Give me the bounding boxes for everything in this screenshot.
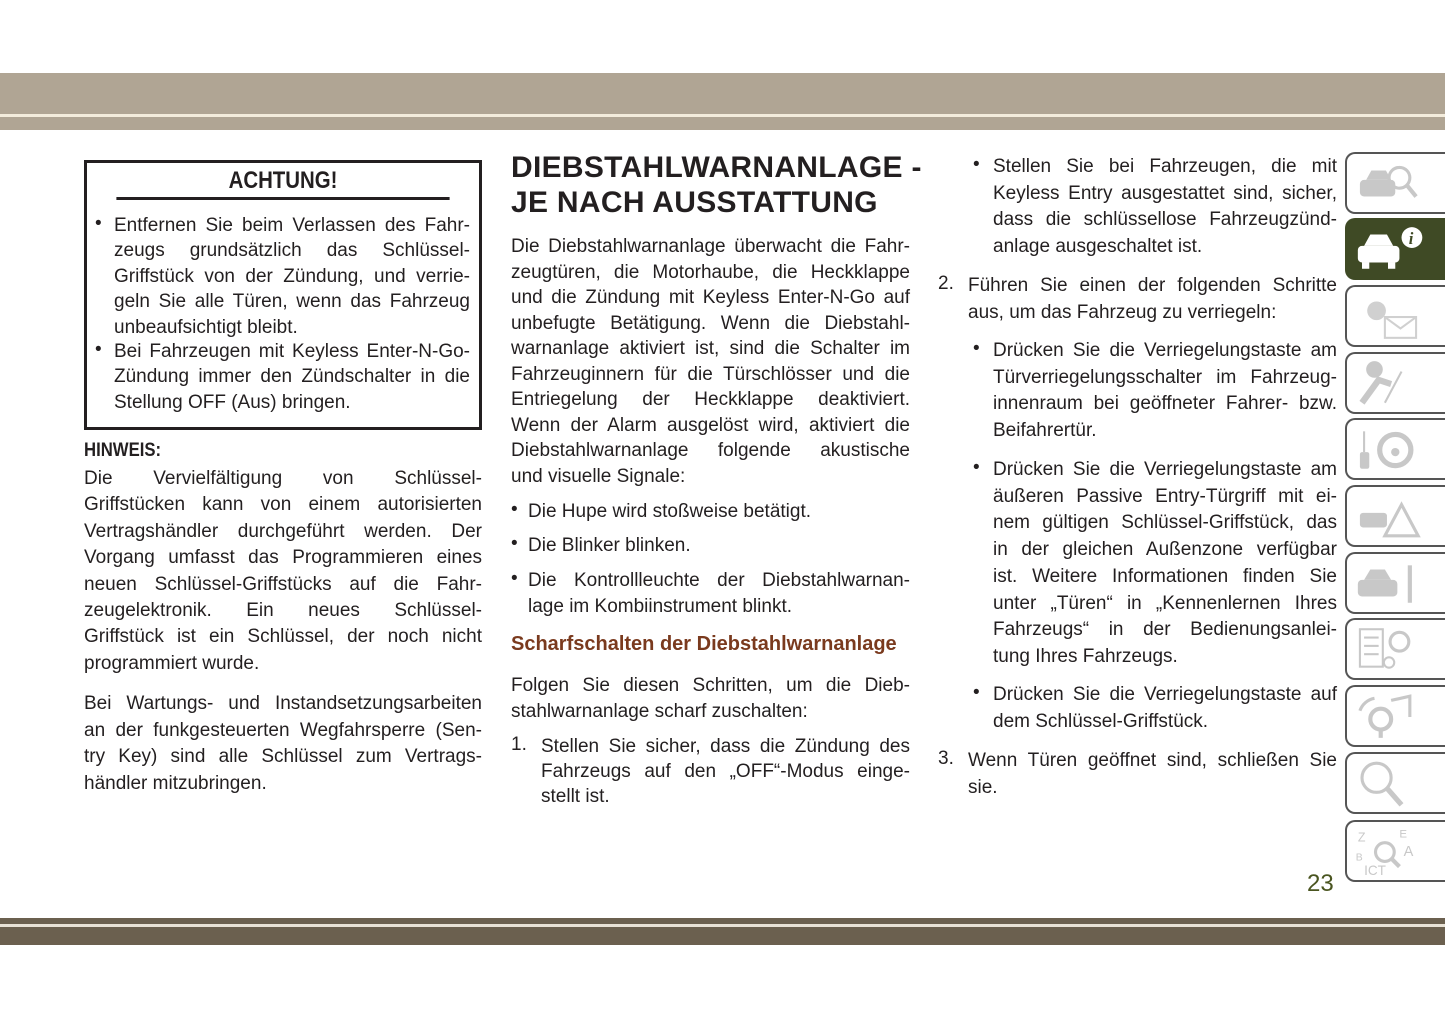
bullet: •: [511, 499, 518, 520]
lock-bullet-3: [993, 682, 1337, 735]
text-line: Die Hupe wird stoßweise betätigt.: [528, 501, 812, 522]
text-line: Die Vervielfältigung von Schlüssel-: [84, 468, 482, 489]
text-line: innenraum bei geöffneter Fahrer- bzw.: [993, 393, 1337, 415]
bullet: •: [973, 338, 980, 359]
svg-text:i: i: [1408, 228, 1414, 248]
text-line: Wenn Türen geöffnet sind, schließen Sie: [968, 750, 1337, 771]
subheading: Scharfschalten der Diebstahlwarnanlage: [511, 633, 897, 655]
text-line: und die Zündung mit Keyless Enter-N-Go auf: [511, 287, 910, 308]
chapter-tab[interactable]: [1345, 820, 1445, 882]
car-info-icon: [1353, 223, 1423, 275]
text-line: Entfernen Sie beim Verlassen des Fahr-: [114, 215, 470, 236]
warning-bullet-2: [114, 339, 470, 415]
svg-text:E: E: [1399, 828, 1408, 841]
step-2: [968, 273, 1337, 326]
specifications-icon: [1353, 623, 1423, 675]
text-line: Griffstücken kann von einem autorisierten: [84, 494, 482, 516]
text-line: Griffstück von der Zündung, und verrie-: [114, 265, 470, 287]
text-line: warnanlage aktiviert ist, sind die Schalter im: [511, 338, 910, 359]
text-line: Folgen Sie diesen Schritten, um die Dieb-: [511, 675, 910, 696]
bullet: •: [511, 533, 518, 554]
text-line: und visuelle Signale:: [511, 465, 686, 487]
text-line: Die Diebstahlwarnanlage überwacht die Fahr-: [511, 236, 910, 257]
text-line: tung Ihres Fahrzeugs.: [993, 645, 1178, 667]
text-line: programmiert wurde.: [84, 652, 260, 674]
header-band: [0, 73, 1445, 114]
text-line: geln Sie alle Türen, wenn das Fahrzeug: [114, 291, 470, 313]
text-line: dem Schlüssel-Griffstück.: [993, 710, 1209, 732]
note-paragraph-1: [84, 466, 482, 677]
chapter-tab[interactable]: [1345, 485, 1445, 547]
text-line: dass die schlüssellose Fahrzeugzünd-: [993, 209, 1337, 230]
text-line: try Key) sind alle Schlüssel zum Vertrags-: [84, 746, 482, 768]
key-steering-wheel-icon: [1353, 423, 1423, 475]
text-line: unter „Türen“ in „Kennenlernen Ihres: [993, 592, 1337, 614]
text-line: Fahrzeugs auf den „OFF“-Modus einge-: [541, 761, 910, 782]
text-line: Drücken Sie die Verriegelungstaste auf: [993, 684, 1337, 705]
text-line: Keyless Entry ausgestattet sind, sicher,: [993, 182, 1337, 204]
chapter-tab[interactable]: [1345, 352, 1445, 414]
keyless-bullet: [993, 154, 1337, 260]
text-line: Führen Sie einen der folgenden Schritte: [968, 275, 1337, 296]
text-line: Stellen Sie bei Fahrzeugen, die mit: [993, 156, 1337, 177]
section-title: [511, 150, 922, 220]
section-title-line: JE NACH AUSSTATTUNG: [511, 186, 878, 219]
chapter-tab[interactable]: [1345, 152, 1445, 214]
lock-bullet-1: [993, 338, 1337, 444]
text-line: zeugelektronik. Ein neues Schlüssel-: [84, 600, 482, 622]
step-number: 1.: [511, 734, 527, 755]
section-title-line: DIEBSTAHLWARNANLAGE -: [511, 151, 922, 184]
step-number: 3.: [938, 748, 954, 769]
text-line: Vorgang umfasst das Programmieren eines: [84, 547, 482, 569]
signal-bullet-1: [528, 499, 910, 525]
text-line: Beifahrertür.: [993, 419, 1097, 441]
text-line: äußeren Passive Entry-Türgriff mit ei-: [993, 485, 1337, 507]
text-line: anlage ausgeschaltet ist.: [993, 235, 1203, 257]
svg-text:ICT: ICT: [1364, 862, 1386, 877]
header-band-lower: [0, 117, 1445, 130]
text-line: Vertragshändler durchgeführt werden. Der: [84, 520, 482, 542]
lock-bullet-2: [993, 457, 1337, 671]
bullet: •: [973, 154, 980, 175]
text-line: nem gültigen Schlüssel-Griffstück, das: [993, 512, 1337, 534]
search-icon: [1353, 757, 1423, 809]
text-line: Fahrzeugs“ in der Bedienungsanlei-: [993, 619, 1337, 641]
chapter-tab[interactable]: [1345, 618, 1445, 680]
text-line: Drücken Sie die Verriegelungstaste am: [993, 340, 1337, 361]
chapter-tab[interactable]: [1345, 218, 1445, 280]
warning-lights-messages-icon: [1353, 290, 1423, 342]
text-line: Fahrzeuginnern für die Türschlösser und die: [511, 363, 910, 385]
svg-text:A: A: [1403, 844, 1414, 861]
text-line: unbeaufsichtigt bleibt.: [114, 316, 298, 338]
footer-band-lower: [0, 927, 1445, 945]
svg-text:B: B: [1355, 852, 1363, 864]
chapter-tab[interactable]: [1345, 418, 1445, 480]
text-line: lage im Kombiinstrument blinkt.: [528, 595, 792, 617]
text-line: Die Blinker blinken.: [528, 535, 691, 556]
step-1: [541, 734, 910, 809]
intro-paragraph: [511, 234, 910, 489]
bullet: •: [95, 339, 102, 360]
text-line: Bei Wartungs- und Instandsetzungsarbeiten: [84, 693, 482, 714]
chapter-tab[interactable]: [1345, 552, 1445, 614]
airbag-safety-icon: [1353, 357, 1423, 409]
note-paragraph-2: [84, 691, 482, 797]
arming-paragraph: [511, 673, 910, 725]
bullet: •: [95, 213, 102, 234]
multimedia-icon: [1353, 690, 1423, 742]
chapter-tab[interactable]: [1345, 285, 1445, 347]
warning-title: ACHTUNG!: [116, 163, 449, 200]
text-line: unbefugte Betätigung. Wenn die Diebstahl-: [511, 312, 910, 334]
text-line: Griffstück ist ein Schlüssel, der noch nicht: [84, 626, 482, 648]
signal-bullet-2: [528, 533, 910, 559]
text-line: stahlwarnanlage scharf zuschalten:: [511, 701, 808, 722]
index-icon: [1353, 825, 1423, 877]
car-emergency-icon: [1353, 490, 1423, 542]
text-line: Bei Fahrzeugen mit Keyless Enter-N-Go-: [114, 341, 470, 362]
warning-bullet-1: [114, 213, 470, 340]
chapter-tab[interactable]: [1345, 685, 1445, 747]
text-line: zeugs grundsätzlich das Schlüssel-: [114, 240, 470, 262]
note-label: HINWEIS:: [84, 440, 162, 461]
bullet: •: [973, 682, 980, 703]
step-3: [968, 748, 1337, 801]
svg-text:Z: Z: [1357, 830, 1366, 845]
step-number: 2.: [938, 273, 954, 294]
text-line: aus, um das Fahrzeug zu verriegeln:: [968, 301, 1277, 323]
text-line: Zündung immer den Zündschalter in die: [114, 366, 470, 388]
bullet: •: [511, 568, 518, 589]
signal-bullet-3: [528, 568, 910, 619]
text-line: sie.: [968, 776, 998, 798]
car-service-icon: [1353, 557, 1423, 609]
text-line: händler mitzubringen.: [84, 772, 267, 794]
text-line: neuen Schlüssel-Griffstücks auf die Fahr-: [84, 573, 482, 595]
text-line: Drücken Sie die Verriegelungstaste am: [993, 459, 1337, 480]
text-line: Stellen Sie sicher, dass die Zündung des: [541, 736, 910, 757]
text-line: ist. Weitere Informationen finden Sie: [993, 565, 1337, 587]
text-line: stellt ist.: [541, 786, 610, 807]
text-line: Entriegelung der Heckklappe deaktiviert.: [511, 389, 910, 410]
text-line: zeugtüren, die Motorhaube, die Heckklappe: [511, 261, 910, 283]
text-line: in der gleichen Außenzone verfügbar: [993, 539, 1337, 561]
text-line: an der funkgesteuerten Wegfahrsperre (Sen-: [84, 719, 482, 741]
text-line: Stellung OFF (Aus) bringen.: [114, 391, 351, 413]
text-line: Türverriegelungsschalter im Fahrzeug-: [993, 366, 1337, 388]
bullet: •: [973, 457, 980, 478]
chapter-tab[interactable]: [1345, 752, 1445, 814]
text-line: Diebstahlwarnanlage folgende akustische: [511, 440, 910, 461]
car-search-icon: [1353, 157, 1423, 209]
text-line: Wenn der Alarm ausgelöst wird, aktiviert die: [511, 414, 910, 436]
page-number: 23: [1307, 870, 1334, 897]
text-line: Die Kontrollleuchte der Diebstahlwarnan-: [528, 570, 910, 591]
